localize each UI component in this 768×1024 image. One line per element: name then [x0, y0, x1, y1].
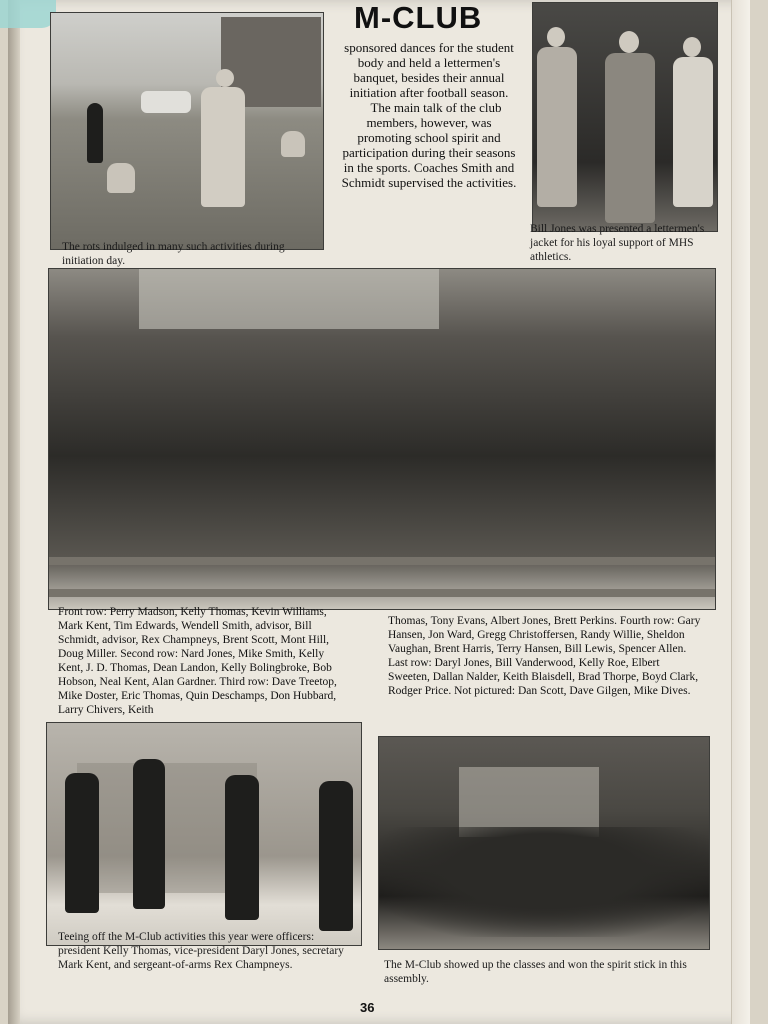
window: [139, 269, 439, 329]
bill-jones-photo: [532, 2, 718, 232]
officer-figure: [319, 781, 353, 931]
bill-jones-figure: [605, 53, 655, 223]
intro-paragraph: sponsored dances for the student body and held a lettermen's banquet, besides their annual initiation after football season.: [344, 40, 514, 100]
bleacher-bench: [49, 557, 715, 565]
initiation-photo: [50, 12, 324, 250]
figure-head: [547, 27, 565, 47]
assembly-photo: [378, 736, 710, 950]
assembly-caption: The M-Club showed up the classes and won the spirit stick in this assembly.: [384, 959, 687, 985]
figure-head: [683, 37, 701, 57]
group-photo: [48, 268, 716, 610]
crawling-figure: [281, 131, 305, 157]
page-edge: [731, 0, 750, 1024]
standing-figure: [537, 47, 577, 207]
officer-figure: [133, 759, 165, 909]
officer-figure: [225, 775, 259, 920]
page-title: M-CLUB: [354, 0, 483, 35]
officer-figure: [65, 773, 99, 913]
standing-figure: [87, 103, 103, 163]
bleacher-bench: [49, 589, 715, 597]
crowd: [379, 827, 709, 937]
car-shape: [141, 91, 191, 113]
figure-head: [216, 69, 234, 87]
intro-text: [340, 40, 518, 190]
intro-paragraph: The main talk of the club members, however, was promoting school spirit and participation during their seasons in the sports. Coaches Smith and Schmidt supervised the activities.: [341, 100, 517, 190]
figure-head: [619, 31, 639, 53]
standing-figure: [673, 57, 713, 207]
roster-left: Front row: Perry Madson, Kelly Thomas, Kevin Williams, Mark Kent, Tim Edwards, Wendell Smith, advisor, Bill Schmidt, advisor, Rex Champneys, Brent Scott, Mont Hill, Doug Miller. Second row: Nard Jones, Mike Smith, Kelly Kent, J. D. Thomas, Dean Landon, Kelly Bolingbroke, Bob Hobson, Neal Kent, Alan Gardner. Third row: Dave Treetop, Mike Doster, Eric Thomas, Quin Deschamps, Don Hubbard, Larry Chivers, Keith: [58, 606, 337, 716]
bill-jones-caption: Bill Jones was presented a lettermen's jacket for his loyal support of MHS athletics.: [530, 223, 705, 263]
book-spine: [8, 0, 20, 1024]
officers-photo: [46, 722, 362, 946]
crawling-figure: [107, 163, 135, 193]
page-number: 36: [360, 1000, 375, 1015]
roster-right: Thomas, Tony Evans, Albert Jones, Brett Perkins. Fourth row: Gary Hansen, Jon Ward, Gregg Christoffersen, Randy Willie, Sheldon Vaughan, Brent Harris, Terry Hansen, Bill Lewis, Spencer Allen. Last row: Daryl Jones, Bill Vanderwood, Kelly Roe, Elbert Sweeten, Dallan Nalder, Keith Blaisdell, Brad Thorpe, Boyd Clark, Rodger Price. Not pictured: Dan Scott, Dave Gilgen, Mike Dives.: [388, 615, 701, 697]
page-tab-clip: [0, 0, 56, 28]
teeing-off-caption: Teeing off the M-Club activities this year were officers: president Kelly Thomas, vice-president Daryl Jones, secretary Mark Kent, and sergeant-of-arms Rex Champneys.: [58, 931, 344, 971]
running-figure: [201, 87, 245, 207]
initiation-caption: The rots indulged in many such activities during initiation day.: [62, 241, 285, 267]
